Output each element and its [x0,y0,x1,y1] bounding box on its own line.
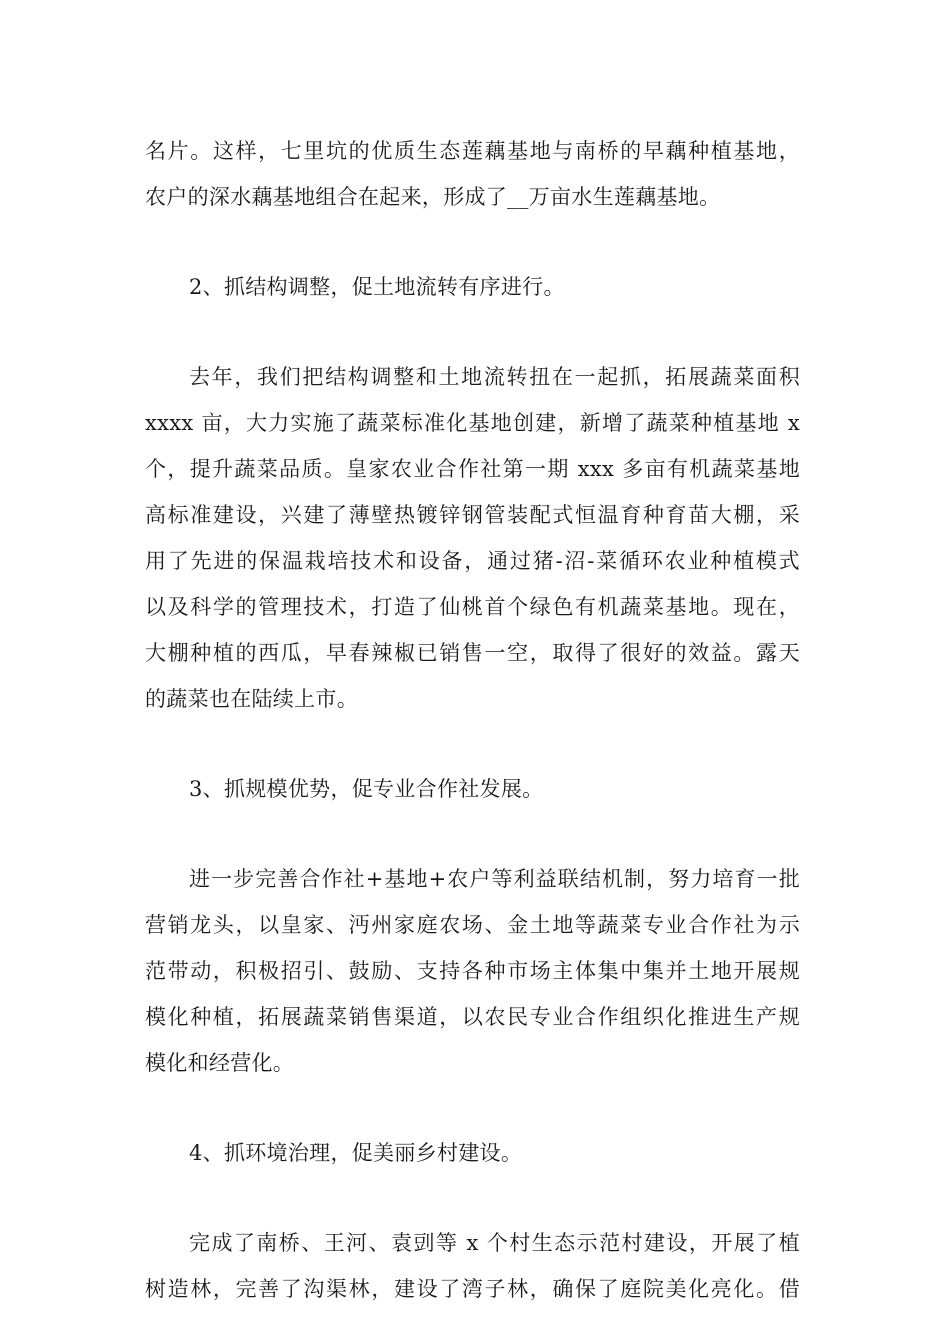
text-line: 个，提升蔬菜品质。皇家农业合作社第一期 xxx 多亩有机蔬菜基地 [145,457,800,481]
text-line: 以及科学的管理技术，打造了仙桃首个绿色有机蔬菜基地。现在， [145,595,800,619]
section-heading [145,264,800,310]
text-line: 进一步完善合作社+基地+农户等利益联结机制，努力培育一批 [189,867,800,891]
text-line: xxxx 亩，大力实施了蔬菜标准化基地创建，新增了蔬菜种植基地 x [145,411,800,435]
text-line: 树造林，完善了沟渠林，建设了湾子林，确保了庭院美化亮化。借 [145,1277,800,1301]
document-body [145,128,800,1312]
text-line: 模化种植，拓展蔬菜销售渠道，以农民专业合作组织化推进生产规 [145,1005,800,1029]
text-line: 高标准建设，兴建了薄壁热镀锌钢管装配式恒温育种育苗大棚，采 [145,503,800,527]
paragraph [145,354,800,722]
paragraph [145,1220,800,1312]
text-line: 的蔬菜也在陆续上市。 [145,687,358,711]
paragraph [145,128,800,220]
section-heading [145,766,800,812]
text-line: 名片。这样，七里坑的优质生态莲藕基地与南桥的早藕种植基地， [145,139,800,163]
heading-line: 3、抓规模优势，促专业合作社发展。 [189,777,544,801]
text-line: 农户的深水藕基地组合在起来，形成了__万亩水生莲藕基地。 [145,185,721,209]
text-line: 去年，我们把结构调整和土地流转扭在一起抓，拓展蔬菜面积 [189,365,800,389]
section-heading [145,1130,800,1176]
heading-line: 4、抓环境治理，促美丽乡村建设。 [189,1141,523,1165]
paragraph [145,856,800,1086]
text-line: 范带动，积极招引、鼓励、支持各种市场主体集中集并土地开展规 [145,959,800,983]
text-line: 大棚种植的西瓜，早春辣椒已销售一空，取得了很好的效益。露天 [145,641,800,665]
text-line: 营销龙头，以皇家、沔州家庭农场、金土地等蔬菜专业合作社为示 [145,913,800,937]
text-line: 完成了南桥、王河、袁剅等 x 个村生态示范村建设，开展了植 [189,1231,800,1255]
text-line: 用了先进的保温栽培技术和设备，通过猪-沼-菜循环农业种植模式 [145,549,800,573]
text-line: 模化和经营化。 [145,1051,295,1075]
heading-line: 2、抓结构调整，促土地流转有序进行。 [189,275,565,299]
